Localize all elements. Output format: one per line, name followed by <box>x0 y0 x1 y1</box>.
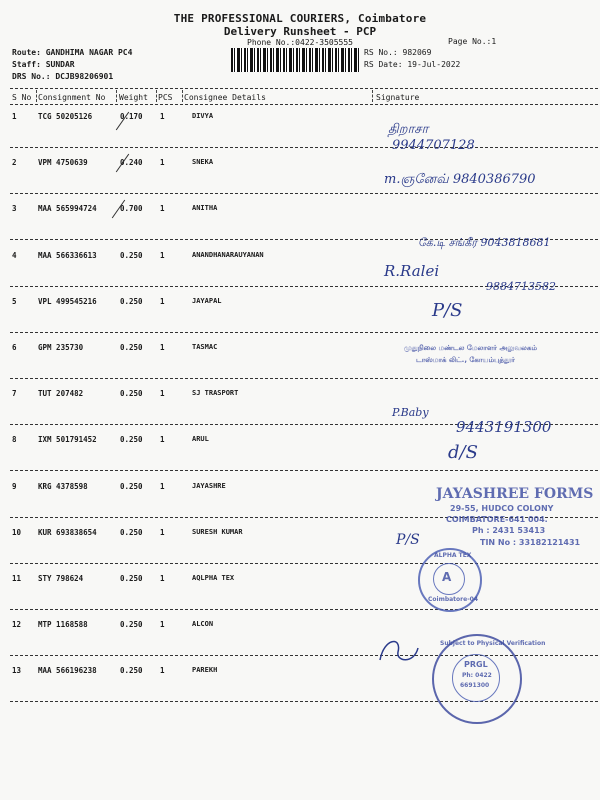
row-sno: 1 <box>12 112 17 121</box>
row-sno: 13 <box>12 666 22 675</box>
row-weight: 0.250 <box>120 435 143 444</box>
row-consignment: TUT 207482 <box>38 389 84 398</box>
phone-number: Phone No.:0422-3505555 <box>247 38 353 47</box>
route: Route: GANDHIMA NAGAR PC4 <box>12 48 133 57</box>
company-name: THE PROFESSIONAL COURIERS, Coimbatore <box>173 12 427 25</box>
signature-row-4: கே.டி சங்கீர 9043818681 <box>418 236 551 249</box>
jayashree-stamp-name: JAYASHREE FORMS <box>436 486 594 502</box>
verification-stamp-number: 6691300 <box>460 682 490 689</box>
barcode <box>231 48 360 72</box>
row-divider <box>10 147 598 148</box>
staff: Staff: SUNDAR <box>12 60 75 69</box>
signature-row-2: m.ஞனேவ் 9840386790 <box>384 172 536 187</box>
row-consignment: TCG 50205126 <box>38 112 93 121</box>
row-weight: 0.250 <box>120 528 143 537</box>
row-weight: 0.250 <box>120 574 143 583</box>
document-title: Delivery Runsheet - PCP <box>223 25 377 38</box>
header-bottom-rule <box>10 104 598 105</box>
jayashree-stamp-tin: TIN No : 33182121431 <box>480 538 581 547</box>
row-consignment: KUR 693838654 <box>38 528 97 537</box>
row-consignment: VPM 4750639 <box>38 158 88 167</box>
row-pcs: 1 <box>160 528 165 537</box>
jayashree-stamp-address1: 29-55, HUDCO COLONY <box>450 504 554 513</box>
verification-stamp-ring: Subject to Physical Verification <box>440 640 546 647</box>
row-weight: 0.250 <box>120 620 143 629</box>
row-weight: 0.250 <box>120 666 143 675</box>
rs-date: RS Date: 19-Jul-2022 <box>364 60 461 69</box>
row-sno: 4 <box>12 251 17 260</box>
row-sno: 7 <box>12 389 17 398</box>
row-weight: 0.250 <box>120 482 143 491</box>
row-consignment: MAA 566196238 <box>38 666 97 675</box>
signature-row-6: P/S <box>432 300 463 321</box>
signature-row-8-phone: 9443191300 <box>456 418 552 436</box>
row-consignment: MAA 566336613 <box>38 251 97 260</box>
row-consignee: JAYAPAL <box>192 297 222 305</box>
row-weight: 0.700 <box>120 204 143 213</box>
row-divider <box>10 609 598 610</box>
alpha-tex-stamp-bottom: Coimbatore-04 <box>428 596 479 603</box>
tasmac-stamp-line1: முதுநிலை மண்டல மேலாளர் அலுவலகம் <box>404 344 537 352</box>
header-top-rule <box>10 88 598 89</box>
col-divider <box>372 90 373 102</box>
row-consignee: SNEKA <box>192 158 214 166</box>
jayashree-stamp-phone: Ph : 2431 53413 <box>472 526 546 535</box>
col-divider <box>156 90 157 102</box>
row-weight: 0.250 <box>120 389 143 398</box>
row-weight: 0.170 <box>120 112 143 121</box>
row-divider <box>10 470 598 471</box>
row-consignee: DIVYA <box>192 112 214 120</box>
col-weight: Weight <box>119 93 148 102</box>
signature-row-1-phone: 9944707128 <box>392 138 475 153</box>
row-sno: 3 <box>12 204 17 213</box>
col-consignee: Consignee Details <box>184 93 266 102</box>
jayashree-stamp-address2: COIMBATORE-641 004. <box>446 515 548 524</box>
row-pcs: 1 <box>160 435 165 444</box>
col-signature: Signature <box>376 93 420 102</box>
row-pcs: 1 <box>160 620 165 629</box>
row-sno: 5 <box>12 297 17 306</box>
verification-stamp-ph: Ph: 0422 <box>462 672 492 679</box>
row-pcs: 1 <box>160 204 165 213</box>
col-divider <box>116 90 117 102</box>
row-divider <box>10 332 598 333</box>
row-pcs: 1 <box>160 112 165 121</box>
signature-row-5: R.Ralei <box>384 262 440 280</box>
drs-number: DRS No.: DCJB98206901 <box>12 72 114 81</box>
row-consignment: MAA 565994724 <box>38 204 97 213</box>
col-divider <box>36 90 37 102</box>
row-divider <box>10 193 598 194</box>
row-weight: 0.250 <box>120 343 143 352</box>
alpha-tex-stamp-center: A <box>442 570 452 584</box>
signature-row-10: P/S <box>396 532 420 548</box>
row-sno: 9 <box>12 482 17 491</box>
row-sno: 10 <box>12 528 22 537</box>
row-consignee: ANANDHANARAUYANAN <box>192 251 264 259</box>
row-consignment: IXM 501791452 <box>38 435 97 444</box>
rs-number: RS No.: 982069 <box>364 48 432 57</box>
row-pcs: 1 <box>160 297 165 306</box>
alpha-tex-stamp-top: ALPHA TEX <box>434 552 472 559</box>
row-weight: 0.250 <box>120 297 143 306</box>
row-consignee: TASMAC <box>192 343 218 351</box>
row-pcs: 1 <box>160 389 165 398</box>
row-consignment: GPM 235730 <box>38 343 84 352</box>
row-consignee: ARUL <box>192 435 209 443</box>
row-consignee: PAREKH <box>192 666 218 674</box>
row-consignment: VPL 499545216 <box>38 297 97 306</box>
signature-row-1: திறாசா <box>388 122 429 137</box>
row-sno: 12 <box>12 620 22 629</box>
signature-row-13 <box>374 630 424 670</box>
row-pcs: 1 <box>160 158 165 167</box>
page-number: Page No.:1 <box>448 37 497 46</box>
signature-row-9: d/S <box>448 442 478 463</box>
signature-row-8: P.Baby <box>392 406 429 419</box>
col-consignment: Consignment No <box>38 93 106 102</box>
row-consignment: KRG 4378598 <box>38 482 88 491</box>
row-consignee: JAYASHRE <box>192 482 226 490</box>
verification-stamp-center: PRGL <box>464 660 488 669</box>
row-sno: 6 <box>12 343 17 352</box>
row-weight: 0.240 <box>120 158 143 167</box>
row-sno: 11 <box>12 574 22 583</box>
row-sno: 8 <box>12 435 17 444</box>
row-consignment: STY 798624 <box>38 574 84 583</box>
row-consignee: SURESH KUMAR <box>192 528 243 536</box>
row-weight: 0.250 <box>120 251 143 260</box>
tasmac-stamp-line2: டாஸ்மாக் லிட்., கோயம்புத்தூர் <box>416 356 515 364</box>
row-divider <box>10 378 598 379</box>
row-pcs: 1 <box>160 574 165 583</box>
row-consignee: ANITHA <box>192 204 218 212</box>
row-consignment: MTP 1168588 <box>38 620 88 629</box>
row-pcs: 1 <box>160 666 165 675</box>
row-consignee: AQLPHA TEX <box>192 574 235 582</box>
row-pcs: 1 <box>160 482 165 491</box>
signature-row-5-phone: 9884713582 <box>486 280 556 293</box>
row-sno: 2 <box>12 158 17 167</box>
row-pcs: 1 <box>160 251 165 260</box>
row-consignee: ALCON <box>192 620 214 628</box>
row-consignee: SJ TRASPORT <box>192 389 239 397</box>
col-pcs: PCS <box>158 93 173 102</box>
row-divider <box>10 563 598 564</box>
col-divider <box>182 90 183 102</box>
row-pcs: 1 <box>160 343 165 352</box>
col-sno: S No <box>12 93 32 102</box>
